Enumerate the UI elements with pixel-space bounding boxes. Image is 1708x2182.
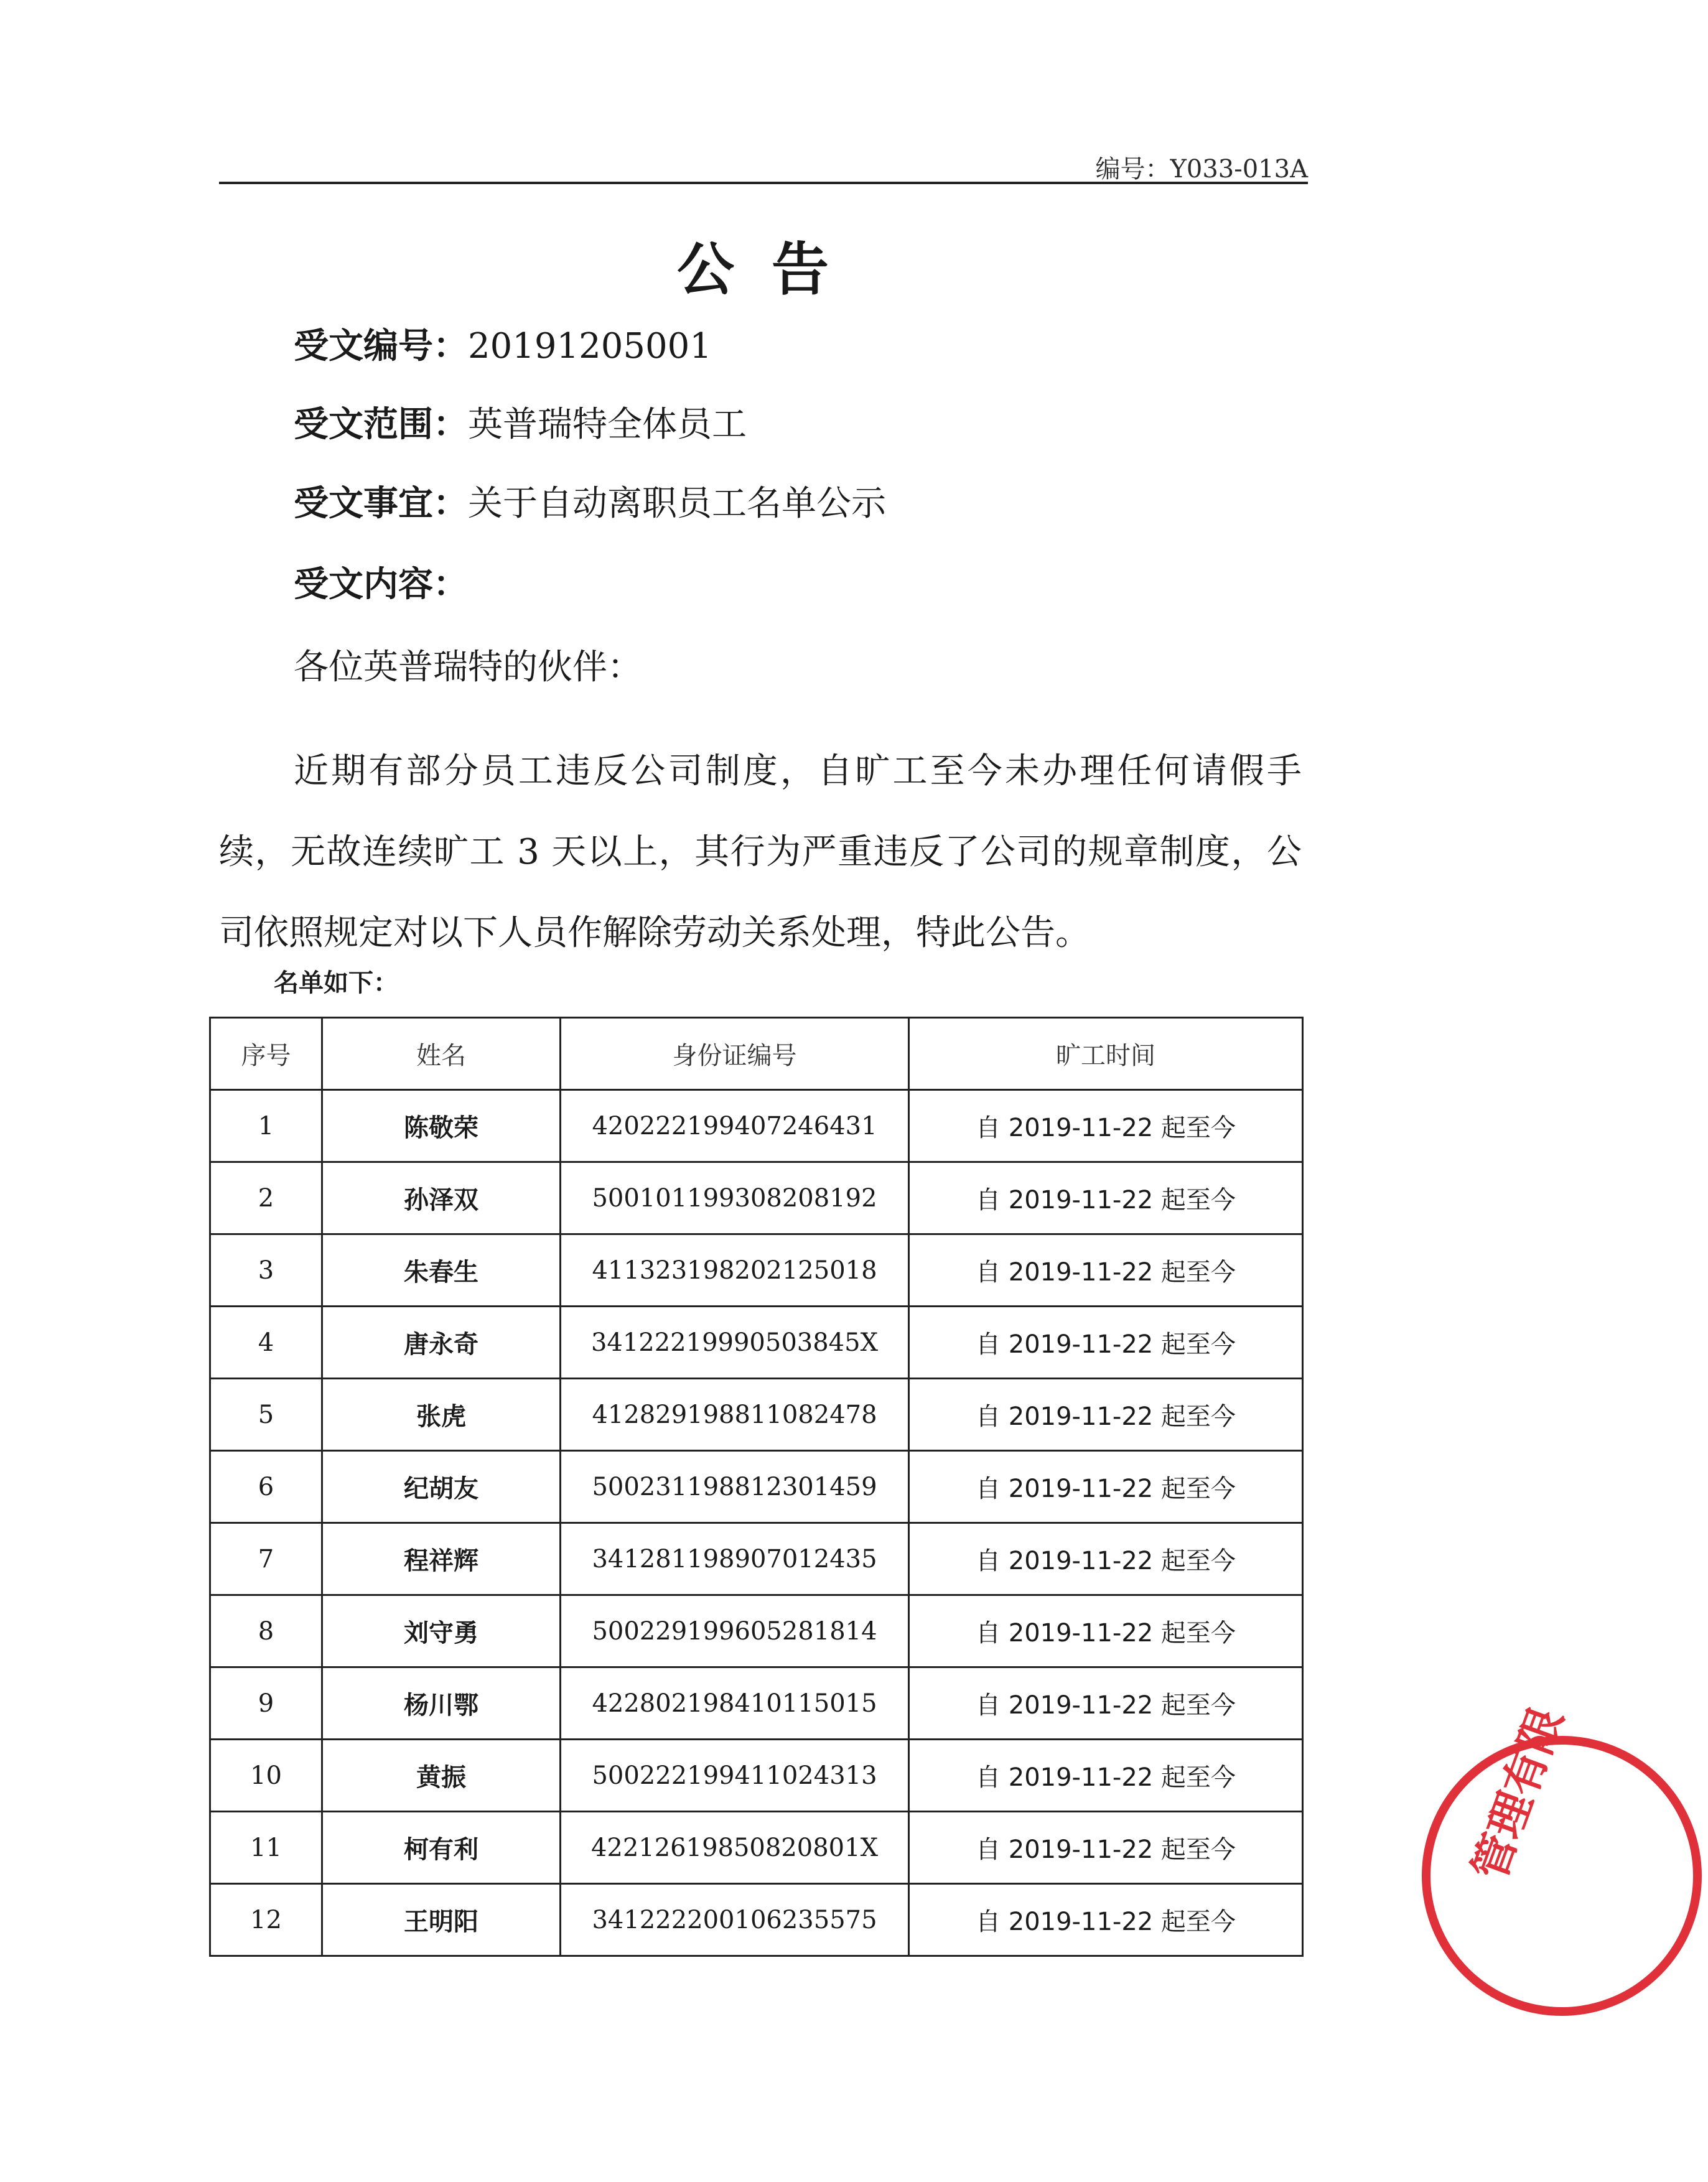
meta-label: 受文范围： (294, 404, 468, 445)
employee-table (209, 1017, 1304, 1957)
cell-name: 朱春生 (322, 1234, 561, 1307)
table-row (210, 1090, 1303, 1162)
table-row (210, 1307, 1303, 1379)
cell-absence-time: 自 2019-11-22 起至今 (909, 1234, 1303, 1307)
meta-label: 受文内容： (294, 564, 468, 605)
meta-row-content (294, 563, 468, 607)
cell-name: 杨川鄂 (322, 1667, 561, 1740)
cell-index: 2 (210, 1162, 322, 1234)
table-row (210, 1234, 1303, 1307)
cell-absence-time: 自 2019-11-22 起至今 (909, 1667, 1303, 1740)
cell-name: 程祥辉 (322, 1523, 561, 1595)
cell-id-number: 422802198410115015 (561, 1667, 909, 1740)
table-row (210, 1379, 1303, 1451)
cell-id-number: 412829198811082478 (561, 1379, 909, 1451)
cell-index: 4 (210, 1307, 322, 1379)
table-row (210, 1162, 1303, 1234)
cell-name: 孙泽双 (322, 1162, 561, 1234)
cell-id-number: 500229199605281814 (561, 1595, 909, 1667)
table-row (210, 1884, 1303, 1956)
cell-id-number: 500222199411024313 (561, 1740, 909, 1812)
page-title: 公告 (676, 236, 866, 303)
table-row (210, 1740, 1303, 1812)
cell-absence-time: 自 2019-11-22 起至今 (909, 1307, 1303, 1379)
cell-name: 纪胡友 (322, 1451, 561, 1523)
header-index: 序号 (210, 1018, 322, 1090)
meta-row-subject (294, 482, 886, 526)
table-row (210, 1451, 1303, 1523)
cell-index: 9 (210, 1667, 322, 1740)
cell-absence-time: 自 2019-11-22 起至今 (909, 1379, 1303, 1451)
greeting: 各位英普瑞特的伙伴： (294, 647, 642, 688)
cell-name: 唐永奇 (322, 1307, 561, 1379)
cell-index: 12 (210, 1884, 322, 1956)
meta-value: 20191205001 (468, 326, 712, 366)
table-row (210, 1595, 1303, 1667)
cell-id-number: 420222199407246431 (561, 1090, 909, 1162)
cell-index: 3 (210, 1234, 322, 1307)
cell-name: 黄振 (322, 1740, 561, 1812)
cell-index: 8 (210, 1595, 322, 1667)
cell-absence-time: 自 2019-11-22 起至今 (909, 1740, 1303, 1812)
table-body (210, 1090, 1303, 1956)
company-seal-icon (1416, 1700, 1708, 2022)
seal-text: 管理有限 (1462, 1700, 1574, 1887)
cell-absence-time: 自 2019-11-22 起至今 (909, 1162, 1303, 1234)
cell-name: 刘守勇 (322, 1595, 561, 1667)
header-name: 姓名 (322, 1018, 561, 1090)
cell-id-number: 411323198202125018 (561, 1234, 909, 1307)
cell-index: 6 (210, 1451, 322, 1523)
header-rule (219, 182, 1308, 184)
meta-row-number (294, 325, 712, 368)
meta-label: 受文编号： (294, 326, 468, 366)
meta-label: 受文事宜： (294, 483, 468, 524)
table-header-row (210, 1018, 1303, 1090)
cell-id-number: 500231198812301459 (561, 1451, 909, 1523)
notice-paragraph: 近期有部分员工违反公司制度，自旷工至今未办理任何请假手续，无故连续旷工 3 天以上，其行为严重违反了公司的规章制度，公司依照规定对以下人员作解除劳动关系处理，特此公告。 (219, 751, 1302, 953)
table-row (210, 1523, 1303, 1595)
cell-index: 7 (210, 1523, 322, 1595)
cell-index: 5 (210, 1379, 322, 1451)
cell-id-number: 34122219990503845X (561, 1307, 909, 1379)
table-row (210, 1667, 1303, 1740)
cell-absence-time: 自 2019-11-22 起至今 (909, 1595, 1303, 1667)
meta-row-scope (294, 403, 747, 447)
cell-name: 王明阳 (322, 1884, 561, 1956)
cell-absence-time: 自 2019-11-22 起至今 (909, 1884, 1303, 1956)
cell-id-number: 42212619850820801X (561, 1812, 909, 1884)
cell-index: 10 (210, 1740, 322, 1812)
cell-name: 张虎 (322, 1379, 561, 1451)
cell-id-number: 341281198907012435 (561, 1523, 909, 1595)
doc-number: 编号：Y033-013A (1095, 155, 1308, 184)
cell-name: 柯有利 (322, 1812, 561, 1884)
header-absence-time: 旷工时间 (909, 1018, 1303, 1090)
cell-id-number: 500101199308208192 (561, 1162, 909, 1234)
list-heading: 名单如下： (274, 969, 398, 997)
cell-id-number: 341222200106235575 (561, 1884, 909, 1956)
cell-name: 陈敬荣 (322, 1090, 561, 1162)
meta-value: 关于自动离职员工名单公示 (468, 483, 886, 524)
cell-index: 1 (210, 1090, 322, 1162)
cell-absence-time: 自 2019-11-22 起至今 (909, 1523, 1303, 1595)
cell-absence-time: 自 2019-11-22 起至今 (909, 1812, 1303, 1884)
cell-index: 11 (210, 1812, 322, 1884)
cell-absence-time: 自 2019-11-22 起至今 (909, 1451, 1303, 1523)
meta-value: 英普瑞特全体员工 (468, 404, 747, 445)
header-id-number: 身份证编号 (561, 1018, 909, 1090)
cell-absence-time: 自 2019-11-22 起至今 (909, 1090, 1303, 1162)
table-row (210, 1812, 1303, 1884)
